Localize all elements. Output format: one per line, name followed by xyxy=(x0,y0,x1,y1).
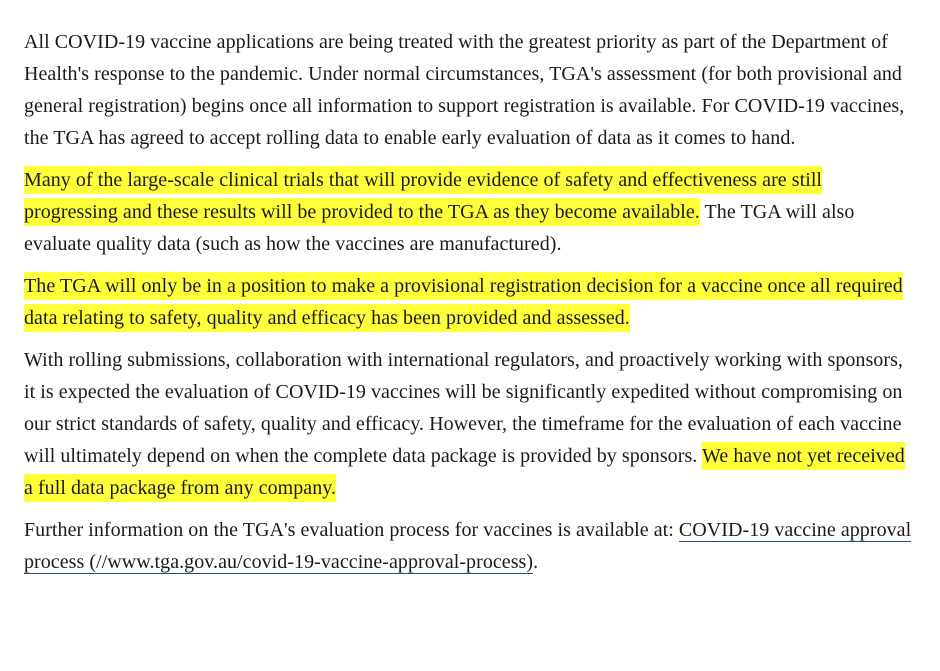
paragraph-rolling-submissions xyxy=(24,344,914,504)
highlighted-text-clinical-trials: Many of the large-scale clinical trials that will provide evidence of safety and effectiveness are still progressing and these results will be provided to the TGA as they become available. xyxy=(24,166,822,226)
paragraph-rolling-submissions-text: With rolling submissions, collaboration with international regulators, and proactively working with sponsors, it is expected the evaluation of COVID-19 vaccines will be significantly expedited without compromising on our strict standards of safety, quality and efficacy. However, the timeframe for the evaluation of each vaccine will ultimately depend on when the complete data package is provided by sponsors. xyxy=(24,349,903,467)
paragraph-clinical-trials xyxy=(24,164,914,260)
paragraph-clinical-trials-text: The TGA will also evaluate quality data (such as how the vaccines are manufactured). xyxy=(24,201,855,255)
vaccine-approval-process-link[interactable]: COVID-19 vaccine approval process (//www.tga.gov.au/covid-19-vaccine-approval-process) xyxy=(24,519,912,573)
paragraph-priority xyxy=(24,26,914,154)
paragraph-provisional-decision xyxy=(24,270,914,334)
paragraph-further-information-end: . xyxy=(533,551,539,573)
paragraph-further-information-text: Further information on the TGA's evaluation process for vaccines is available at: xyxy=(24,519,679,541)
paragraph-further-information xyxy=(24,514,914,578)
paragraph-priority-text: All COVID-19 vaccine applications are being treated with the greatest priority as part of the Department of Health's response to the pandemic. Under normal circumstances, TGA's assessment (for both provisional and general registration) begins once all information to support registration is available. For COVID-19 vaccines, the TGA has agreed to accept rolling data to enable early evaluation of data as it comes to hand. xyxy=(24,31,905,149)
highlighted-text-provisional-decision: The TGA will only be in a position to make a provisional registration decision for a vaccine once all required data relating to safety, quality and efficacy has been provided and assessed. xyxy=(24,272,903,332)
highlighted-text-data-package: We have not yet received a full data package from any company. xyxy=(24,442,905,502)
document-body xyxy=(24,26,914,588)
